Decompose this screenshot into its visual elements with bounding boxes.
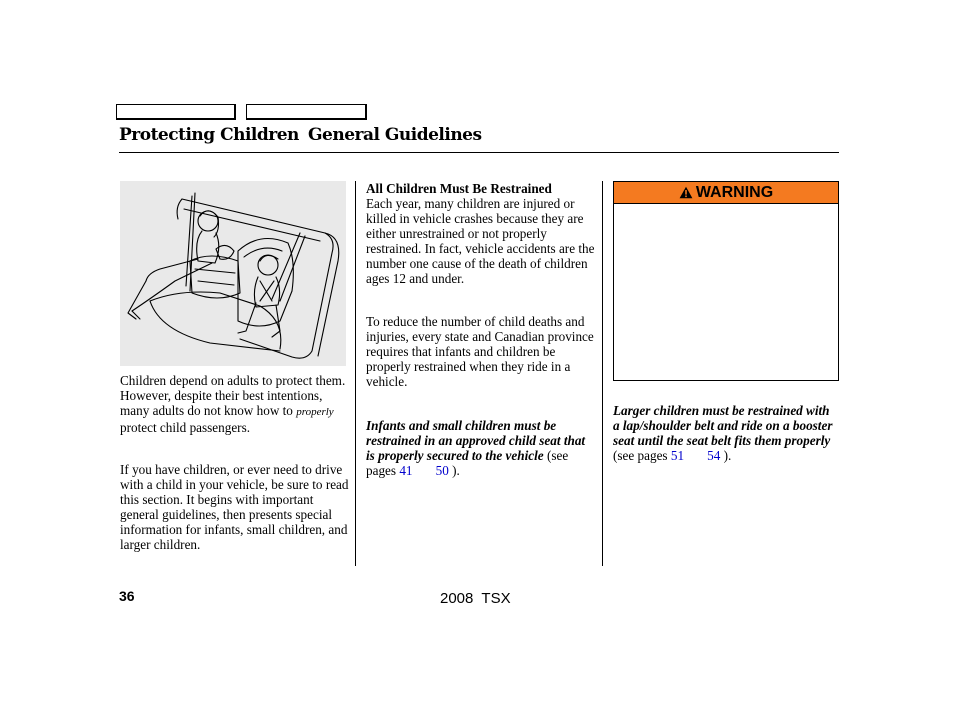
column-divider-2 — [602, 181, 603, 566]
warning-header — [614, 182, 838, 204]
nav-button-main-menu[interactable] — [116, 104, 236, 120]
children-in-back-seat-illustration — [120, 181, 346, 366]
warning-box — [613, 181, 839, 381]
page-50-link[interactable]: 50 — [435, 463, 449, 478]
section-title: Protecting Children — [119, 125, 299, 145]
page-number: 36 — [119, 588, 135, 604]
title-divider — [119, 152, 839, 153]
page-54-link[interactable]: 54 — [707, 448, 721, 463]
larger-children-note: Larger children must be restrained with a lap/shoulder belt and ride on a booster seat until the seat belt fits them properly (see pages 51 54 ). — [613, 403, 833, 463]
column-divider-1 — [355, 181, 356, 566]
intro-paragraph: Children depend on adults to protect them. However, despite their best intentions, many adults do not know how to properly protect child passengers. — [120, 373, 346, 435]
warning-triangle-icon — [679, 186, 693, 199]
crash-statistics-paragraph: Each year, many children are injured or killed in vehicle crashes because they are either unrestrained or not properly restrained. In fact, vehicle accidents are the number one cause of the death of children ages 12 and under. — [366, 196, 595, 286]
section-subtitle: General Guidelines — [308, 125, 482, 145]
restrained-heading: All Children Must Be Restrained — [366, 181, 552, 196]
nav-button-table-of-contents[interactable] — [246, 104, 367, 120]
warning-label: WARNING — [695, 183, 774, 201]
infant-restraint-note: Infants and small children must be restrained in an approved child seat that is properly secured to the vehicle (see pages 41 50 ). — [366, 418, 586, 478]
page-51-link[interactable]: 51 — [670, 448, 685, 463]
page-41-link[interactable]: 41 — [399, 463, 413, 478]
section-overview-paragraph: If you have children, or ever need to drive with a child in your vehicle, be sure to read this section. It begins with important general guidelines, then presents special information for infants, small children, and larger children. — [120, 462, 349, 552]
emphasis-properly: properly — [296, 406, 334, 418]
children-seat-drawing — [120, 181, 346, 366]
legal-requirement-paragraph: To reduce the number of child deaths and injuries, every state and Canadian province requires that infants and children be properly restrained when they ride in a vehicle. — [366, 314, 594, 389]
model-label: 2008 TSX — [440, 590, 511, 607]
